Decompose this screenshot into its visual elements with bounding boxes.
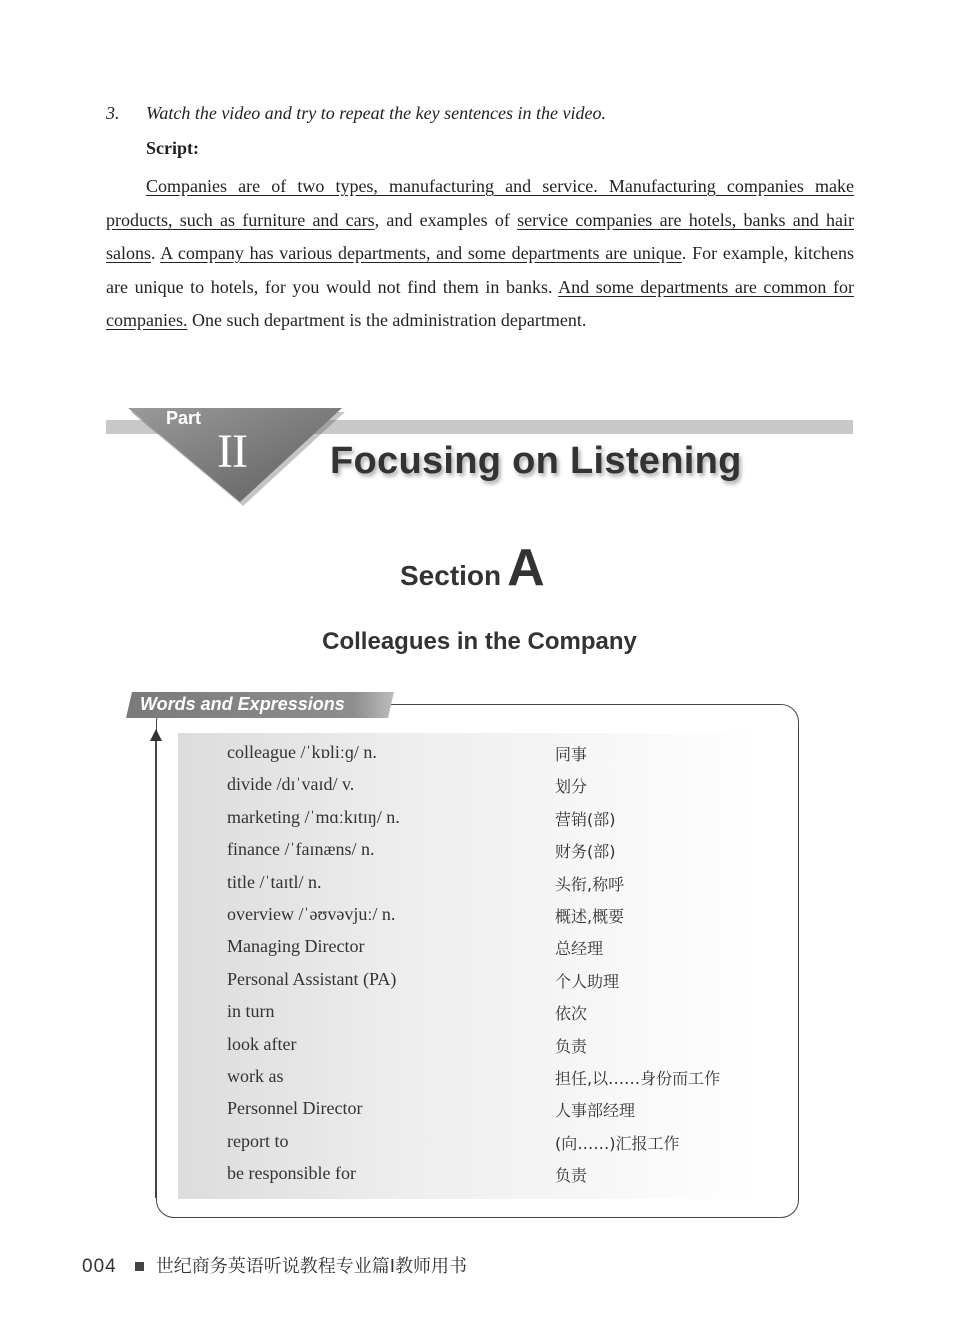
underlined-key-sentence: service companies are hotels, banks and hair salons xyxy=(106,209,854,263)
vocab-translation: 总经理 xyxy=(555,939,604,959)
vocab-translation: 营销(部) xyxy=(555,809,616,829)
section-heading xyxy=(400,538,545,598)
exercise-number: 3. xyxy=(106,103,120,123)
script-text: . For example, kitchens are unique to hotels, for you would not find them in banks. xyxy=(106,243,854,297)
vocab-term: Personal Assistant (PA) xyxy=(227,968,397,989)
exercise-instruction xyxy=(106,103,606,124)
vocab-row xyxy=(227,774,588,797)
book-title: 世纪商务英语听说教程专业篇Ⅰ教师用书 xyxy=(155,1256,468,1277)
script-label: Script: xyxy=(146,138,199,158)
arrow-line xyxy=(155,738,157,1198)
vocab-term: overview /ˈəʊvəvjuː/ n. xyxy=(227,904,396,924)
part-numeral: II xyxy=(217,425,247,478)
vocab-row xyxy=(227,1001,588,1024)
vocab-row xyxy=(227,1130,680,1153)
section-letter: A xyxy=(507,539,545,597)
vocab-row xyxy=(227,742,588,764)
vocab-term: Managing Director xyxy=(227,936,365,957)
vocab-row xyxy=(227,968,620,991)
script-paragraph xyxy=(106,170,854,338)
vocab-term: in turn xyxy=(227,1001,275,1022)
square-bullet-icon xyxy=(135,1262,144,1271)
script-text: , and examples of xyxy=(374,209,518,230)
vocab-row xyxy=(227,1098,636,1121)
vocab-translation: 人事部经理 xyxy=(555,1101,636,1121)
vocab-translation: 担任,以……身份而工作 xyxy=(555,1069,721,1088)
script-text: . xyxy=(151,243,161,263)
words-shade xyxy=(178,733,758,1199)
vocab-term: look after xyxy=(227,1033,297,1054)
arrow-up-icon xyxy=(149,728,163,742)
vocab-translation: (向……)汇报工作 xyxy=(555,1133,680,1153)
page-number: 004 xyxy=(82,1256,117,1277)
vocab-translation: 依次 xyxy=(555,1004,588,1024)
vocab-translation: 个人助理 xyxy=(555,971,620,991)
vocab-translation: 负责 xyxy=(555,1036,588,1056)
vocab-row xyxy=(227,871,625,894)
vocab-term: divide /dɪˈvaɪd/ v. xyxy=(227,774,355,795)
vocab-row xyxy=(227,1033,588,1056)
vocab-term: colleague /ˈkɒliːɡ/ n. xyxy=(227,742,377,762)
underlined-key-sentence: And some departments are common for companies. xyxy=(106,276,855,330)
vocab-term: work as xyxy=(227,1066,284,1086)
vocab-row xyxy=(227,806,616,829)
vocab-row xyxy=(227,1163,588,1186)
vocab-translation: 概述,概要 xyxy=(555,907,625,926)
part-title: Focusing on Listening xyxy=(330,440,742,482)
vocab-translation: 同事 xyxy=(555,745,588,764)
vocab-term: be responsible for xyxy=(227,1163,356,1184)
vocab-row xyxy=(227,839,616,862)
section-subtitle: Colleagues in the Company xyxy=(322,628,637,655)
vocab-term: title /ˈtaɪtl/ n. xyxy=(227,871,322,892)
vocab-term: report to xyxy=(227,1130,289,1151)
part-label: Part xyxy=(166,408,202,428)
vocab-translation: 头衔,称呼 xyxy=(555,874,625,894)
instruction-text: Watch the video and try to repeat the key sentences in the video. xyxy=(146,103,607,123)
underlined-key-sentence: Companies are of two types, manufacturing and service. Manufacturing companies make products, such as furniture and cars xyxy=(106,176,854,230)
vocab-term: marketing /ˈmɑːkɪtɪŋ/ n. xyxy=(227,806,400,827)
vocab-row xyxy=(227,936,604,959)
underlined-key-sentence: A company has various departments, and some departments are unique xyxy=(160,243,682,263)
vocab-term: Personnel Director xyxy=(227,1098,363,1119)
vocab-row xyxy=(227,1066,721,1088)
section-word: Section xyxy=(400,560,502,591)
page-footer xyxy=(82,1252,467,1278)
vocab-translation: 划分 xyxy=(555,777,588,797)
words-tab-label: Words and Expressions xyxy=(140,694,345,714)
script-text: One such department is the administration department. xyxy=(187,310,587,330)
vocab-term: finance /ˈfaɪnæns/ n. xyxy=(227,839,375,860)
vocab-translation: 财务(部) xyxy=(555,842,616,862)
vocab-translation: 负责 xyxy=(555,1166,588,1186)
vocab-row xyxy=(227,904,625,926)
